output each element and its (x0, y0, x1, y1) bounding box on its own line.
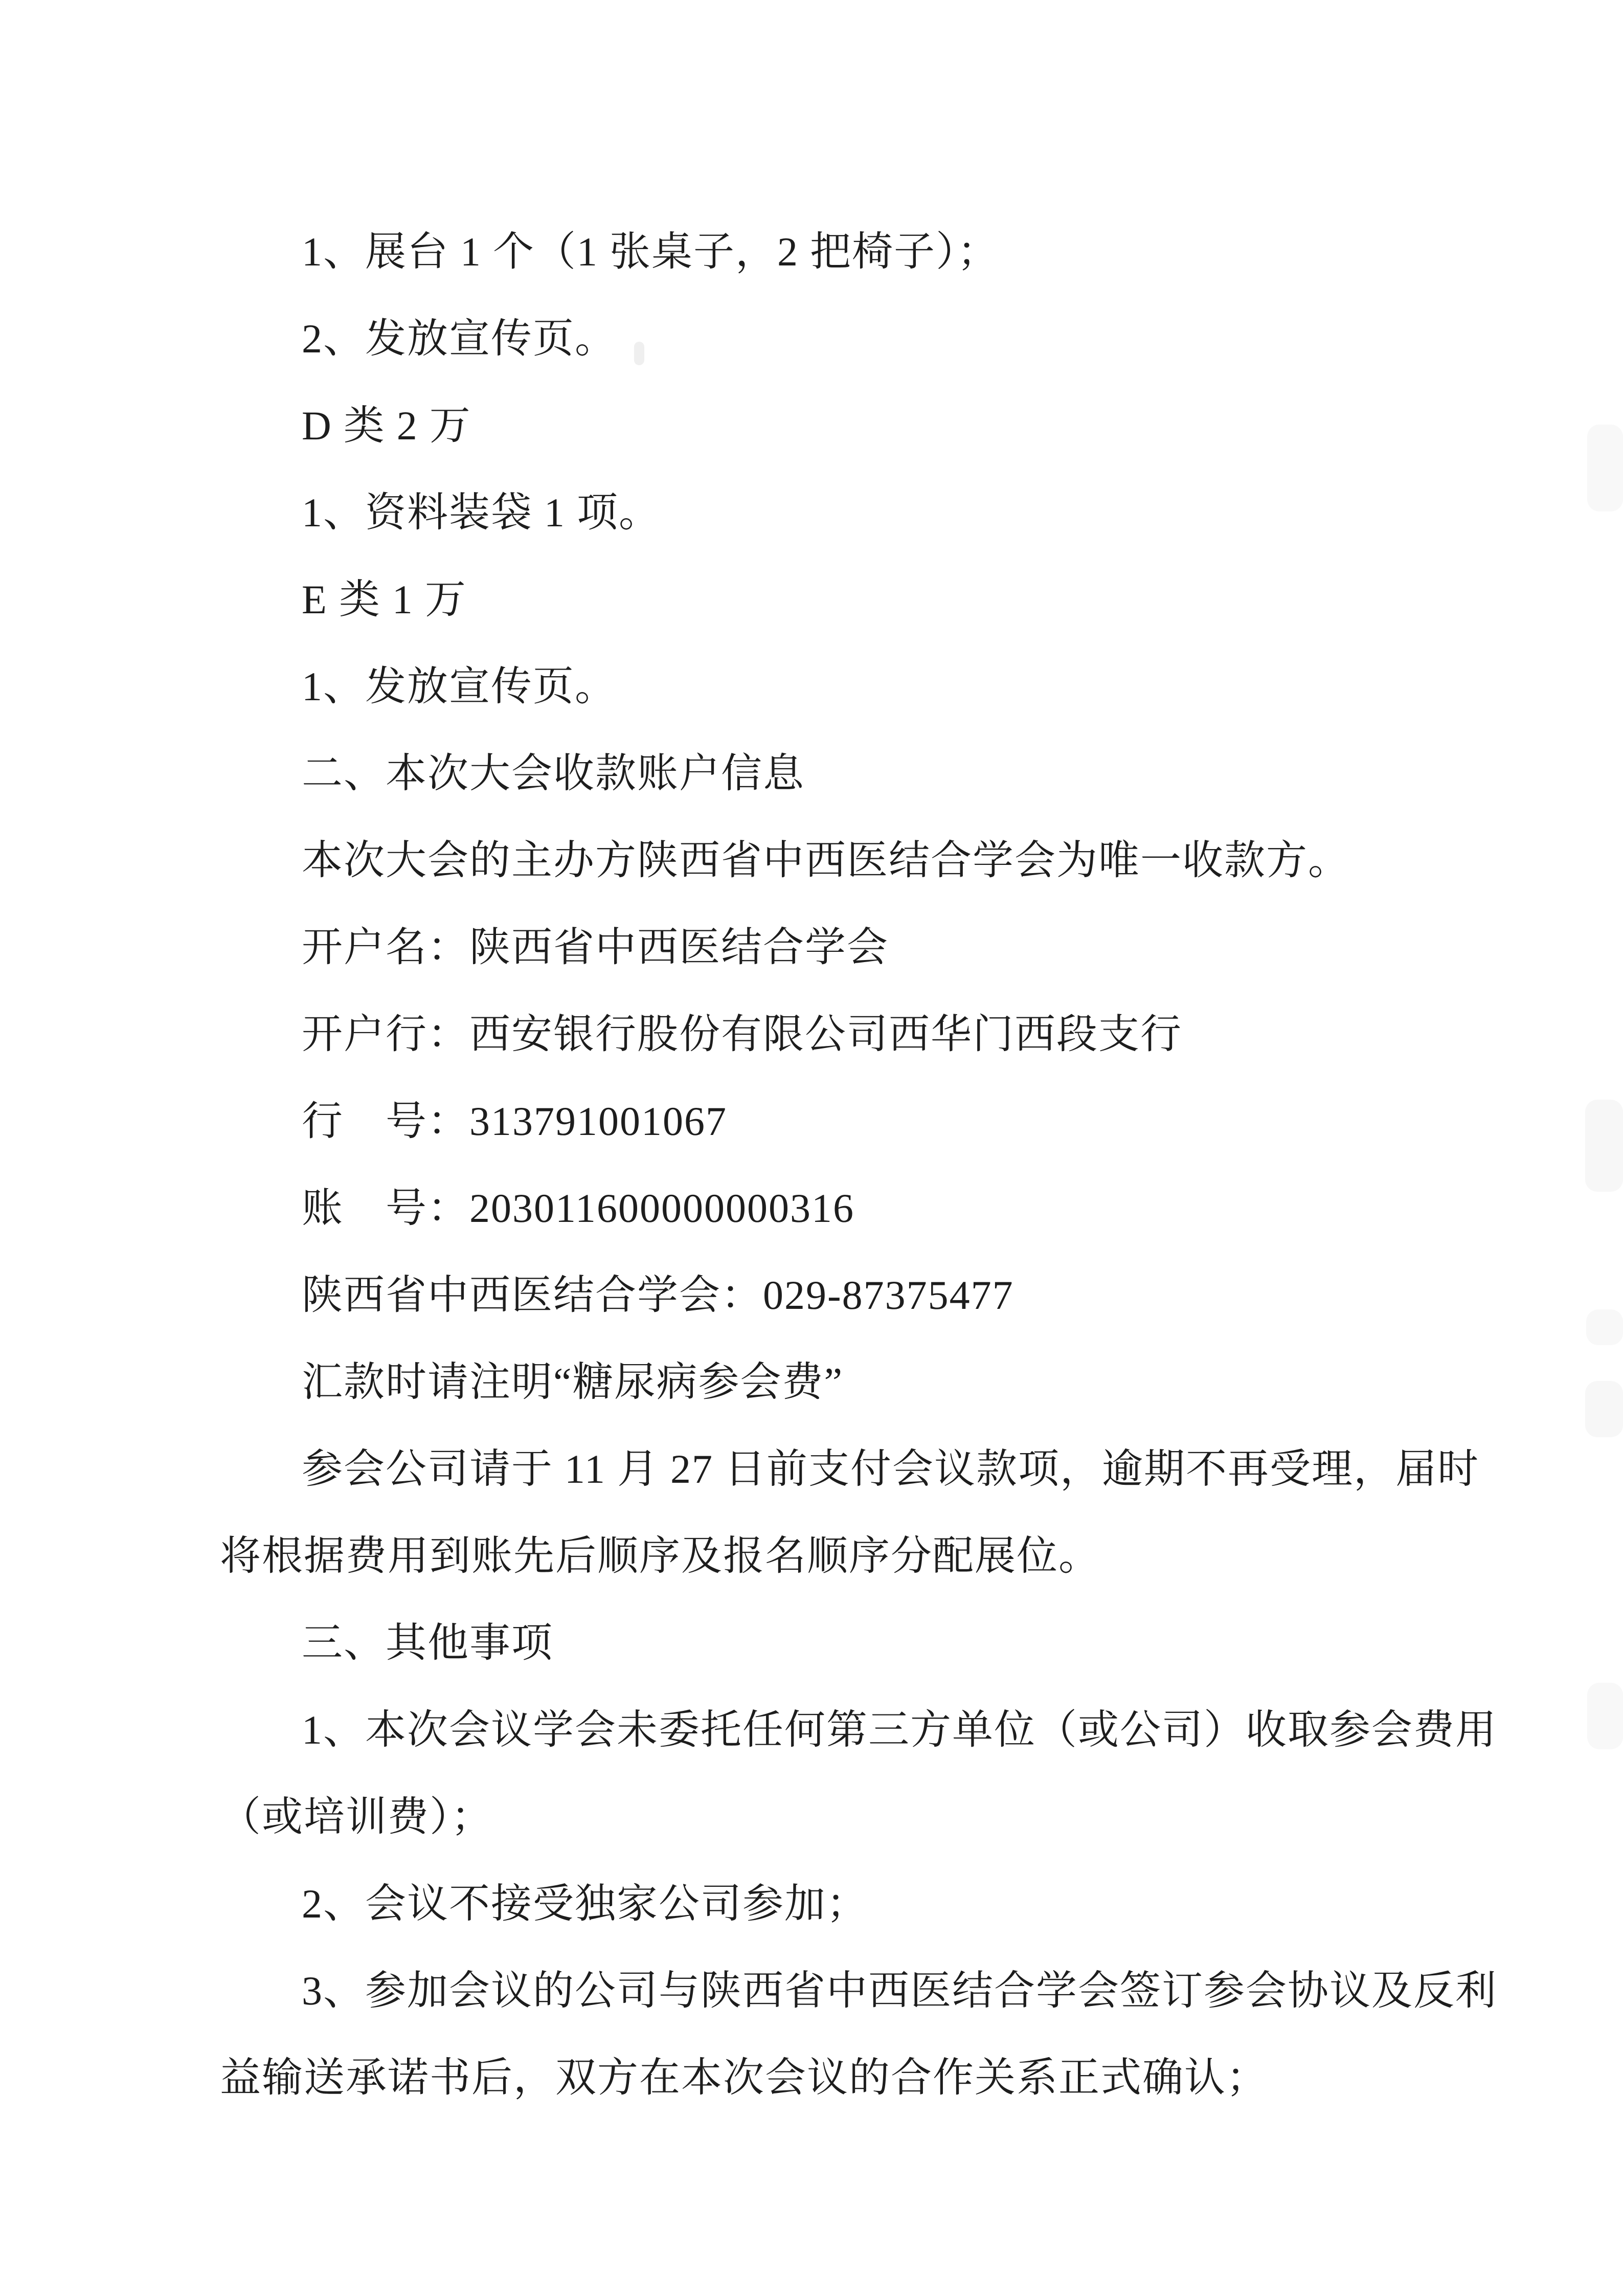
text-line: 行 号：313791001067 (302, 1099, 727, 1144)
text-line: 2、会议不接受独家公司参加； (302, 1882, 868, 1927)
text-line: 将根据费用到账先后顺序及报名顺序分配展位。 (220, 1534, 1100, 1579)
text-line: 三、其他事项 (302, 1621, 553, 1666)
text-line: D 类 2 万 (302, 404, 471, 449)
text-line: 1、资料装袋 1 项。 (302, 491, 661, 536)
text-line: 2、发放宣传页。 (302, 317, 617, 362)
text-line: E 类 1 万 (302, 577, 467, 622)
text-block (220, 209, 1498, 2122)
text-line: 开户名：陕西省中西医结合学会 (302, 925, 889, 970)
text-line: 1、本次会议学会未委托任何第三方单位（或公司）收取参会费用 (302, 1708, 1497, 1753)
scan-artifact (1587, 425, 1623, 511)
text-line: 账 号：203011600000000316 (302, 1186, 855, 1231)
text-line: 二、本次大会收款账户信息 (302, 751, 805, 796)
scan-artifact (1585, 1100, 1623, 1192)
text-line: 1、发放宣传页。 (302, 664, 617, 709)
text-line: 参会公司请于 11 月 27 日前支付会议款项，逾期不再受理，届时 (302, 1447, 1480, 1492)
scan-artifact (1586, 1309, 1623, 1345)
text-line: 1、展台 1 个（1 张桌子，2 把椅子）； (302, 230, 999, 275)
text-line: 陕西省中西医结合学会：029-87375477 (302, 1273, 1014, 1318)
text-line: 本次大会的主办方陕西省中西医结合学会为唯一收款方。 (302, 838, 1350, 883)
text-line: 汇款时请注明“糖尿病参会费” (302, 1360, 844, 1405)
scan-artifact (1585, 1381, 1623, 1437)
text-line: （或培训费）； (220, 1795, 493, 1840)
text-line: 3、参加会议的公司与陕西省中西医结合学会签订参会协议及反利 (302, 1969, 1497, 2014)
scan-artifact (1587, 1683, 1623, 1749)
text-line: 开户行：西安银行股份有限公司西华门西段支行 (302, 1012, 1182, 1057)
text-line: 益输送承诺书后，双方在本次会议的合作关系正式确认； (220, 2056, 1268, 2101)
